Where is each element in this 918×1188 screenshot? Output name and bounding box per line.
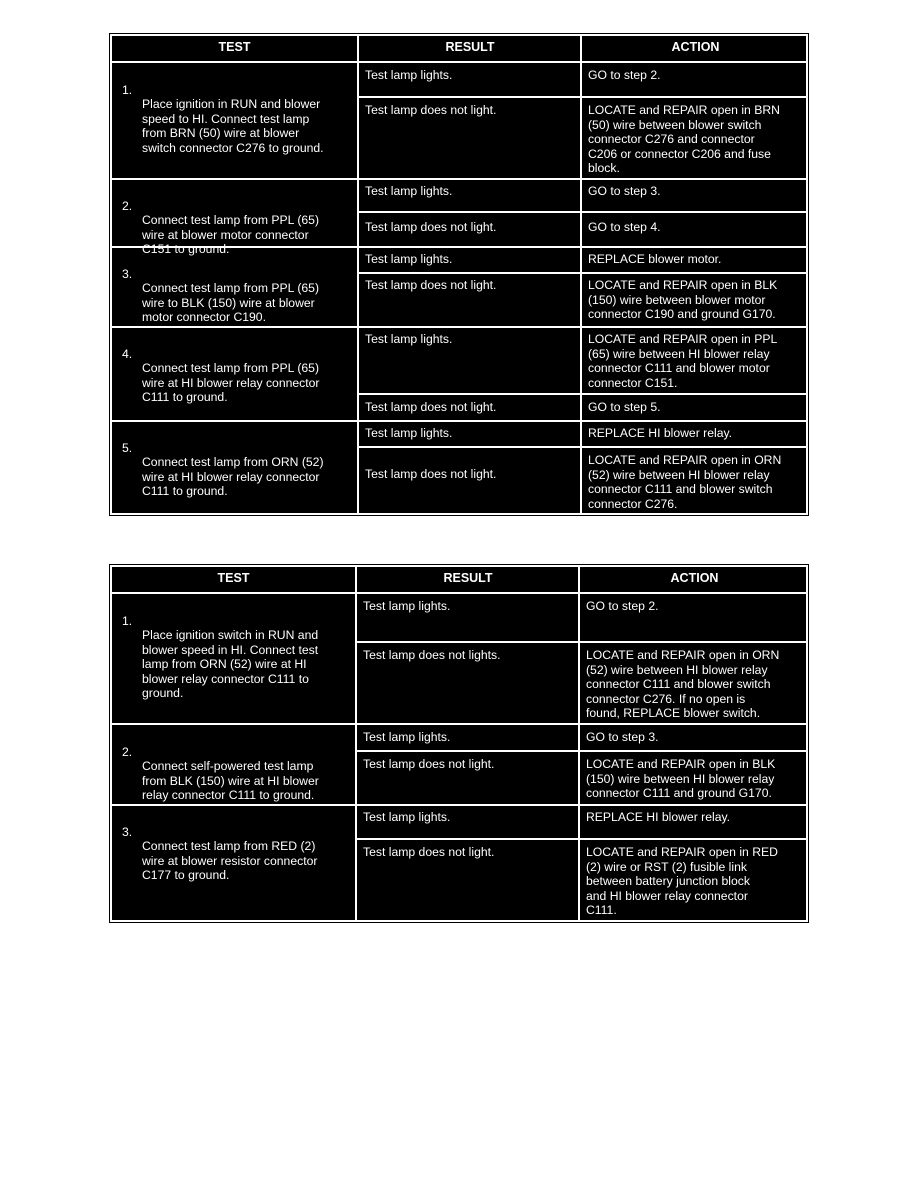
- step-text: Place ignition in RUN and blower speed to HI. Connect test lamp from BRN (50) wire at blower switch connector C276 to ground.: [142, 97, 324, 155]
- step-number: 4.: [122, 346, 133, 361]
- action-cell: GO to step 3.: [586, 730, 659, 744]
- subrow-divider: [355, 838, 808, 840]
- step-number: 5.: [122, 440, 133, 455]
- row-divider: [112, 723, 808, 725]
- header-test: TEST: [218, 40, 251, 54]
- test-step-2: [112, 181, 357, 256]
- header-result: RESULT: [445, 40, 495, 54]
- action-cell: GO to step 2.: [586, 599, 659, 613]
- test-step-1: [112, 596, 355, 722]
- step-number: 3.: [122, 266, 133, 281]
- action-cell: LOCATE and REPAIR open in ORN (52) wire between HI blower relay connector C111 and blower switch connector C276. If no open is found, REPLACE blower switch.: [586, 648, 780, 720]
- step-text: Connect test lamp from RED (2) wire at blower resistor connector C177 to ground.: [142, 839, 318, 882]
- subrow-divider: [357, 446, 808, 448]
- diagnostic-table-2: [110, 565, 808, 922]
- result-cell: Test lamp lights.: [365, 184, 453, 198]
- result-cell: Test lamp does not light.: [365, 103, 497, 117]
- result-cell: Test lamp does not light.: [365, 400, 497, 414]
- test-step-3: [112, 807, 355, 919]
- header-result: RESULT: [443, 571, 493, 585]
- header-divider: [112, 592, 808, 594]
- result-cell: Test lamp does not light.: [365, 220, 497, 234]
- subrow-divider: [357, 96, 808, 98]
- row-divider: [112, 420, 808, 422]
- test-step-4: [112, 329, 357, 419]
- result-cell: Test lamp does not light.: [363, 757, 495, 771]
- row-divider: [112, 178, 808, 180]
- subrow-divider: [357, 211, 808, 213]
- step-number: 2.: [122, 198, 133, 213]
- action-cell: REPLACE blower motor.: [588, 252, 722, 266]
- test-step-3: [112, 249, 357, 325]
- result-cell: Test lamp lights.: [365, 332, 453, 346]
- action-cell: LOCATE and REPAIR open in PPL (65) wire between HI blower relay connector C111 and blower motor connector C151.: [588, 332, 778, 390]
- action-cell: LOCATE and REPAIR open in BRN (50) wire between blower switch connector C276 and connector C206 or connector C206 and fuse block.: [588, 103, 780, 175]
- result-cell: Test lamp lights.: [365, 68, 453, 82]
- action-cell: GO to step 5.: [588, 400, 661, 414]
- result-cell: Test lamp lights.: [365, 426, 453, 440]
- action-cell: LOCATE and REPAIR open in RED (2) wire or RST (2) fusible link between battery junction block and HI blower relay connector C111.: [586, 845, 778, 917]
- step-text: Connect test lamp from PPL (65) wire at HI blower relay connector C111 to ground.: [142, 361, 320, 404]
- step-text: Connect test lamp from PPL (65) wire at blower motor connector C151 to ground.: [142, 213, 320, 256]
- step-text: Connect test lamp from ORN (52) wire at HI blower relay connector C111 to ground.: [142, 455, 324, 498]
- subrow-divider: [357, 272, 808, 274]
- step-number: 1.: [122, 613, 133, 628]
- test-step-5: [112, 423, 357, 513]
- step-text: Place ignition switch in RUN and blower speed in HI. Connect test lamp from ORN (52) wire at HI blower relay connector C111 to ground.: [142, 628, 319, 700]
- subrow-divider: [355, 750, 808, 752]
- action-cell: GO to step 4.: [588, 220, 661, 234]
- diagnostic-table-1: [110, 34, 808, 515]
- step-number: 1.: [122, 82, 133, 97]
- action-cell: REPLACE HI blower relay.: [588, 426, 733, 440]
- action-cell: GO to step 2.: [588, 68, 661, 82]
- header-action: ACTION: [670, 571, 719, 585]
- header-divider: [112, 61, 808, 63]
- step-number: 2.: [122, 744, 133, 759]
- header-action: ACTION: [671, 40, 720, 54]
- step-text: Connect self-powered test lamp from BLK (150) wire at HI blower relay connector C111 to ground.: [142, 759, 319, 802]
- action-cell: LOCATE and REPAIR open in ORN (52) wire between HI blower relay connector C111 and blower switch connector C276.: [588, 453, 782, 511]
- test-step-1: [112, 65, 357, 177]
- result-cell: Test lamp lights.: [363, 810, 451, 824]
- result-cell: Test lamp does not light.: [365, 467, 497, 481]
- result-cell: Test lamp lights.: [365, 252, 453, 266]
- step-number: 3.: [122, 824, 133, 839]
- action-cell: GO to step 3.: [588, 184, 661, 198]
- result-cell: Test lamp lights.: [363, 599, 451, 613]
- result-cell: Test lamp does not lights.: [363, 648, 501, 662]
- subrow-divider: [357, 393, 808, 395]
- result-cell: Test lamp lights.: [363, 730, 451, 744]
- step-text: Connect test lamp from PPL (65) wire to BLK (150) wire at blower motor connector C190.: [142, 281, 320, 324]
- row-divider: [112, 326, 808, 328]
- action-cell: LOCATE and REPAIR open in BLK (150) wire between HI blower relay connector C111 and ground G170.: [586, 757, 776, 800]
- result-cell: Test lamp does not light.: [365, 278, 497, 292]
- test-step-2: [112, 727, 355, 803]
- action-cell: LOCATE and REPAIR open in BLK (150) wire between blower motor connector C190 and ground G170.: [588, 278, 778, 321]
- result-cell: Test lamp does not light.: [363, 845, 495, 859]
- subrow-divider: [355, 641, 808, 643]
- column-divider: [355, 567, 357, 922]
- action-cell: REPLACE HI blower relay.: [586, 810, 731, 824]
- header-test: TEST: [217, 571, 250, 585]
- row-divider: [112, 804, 808, 806]
